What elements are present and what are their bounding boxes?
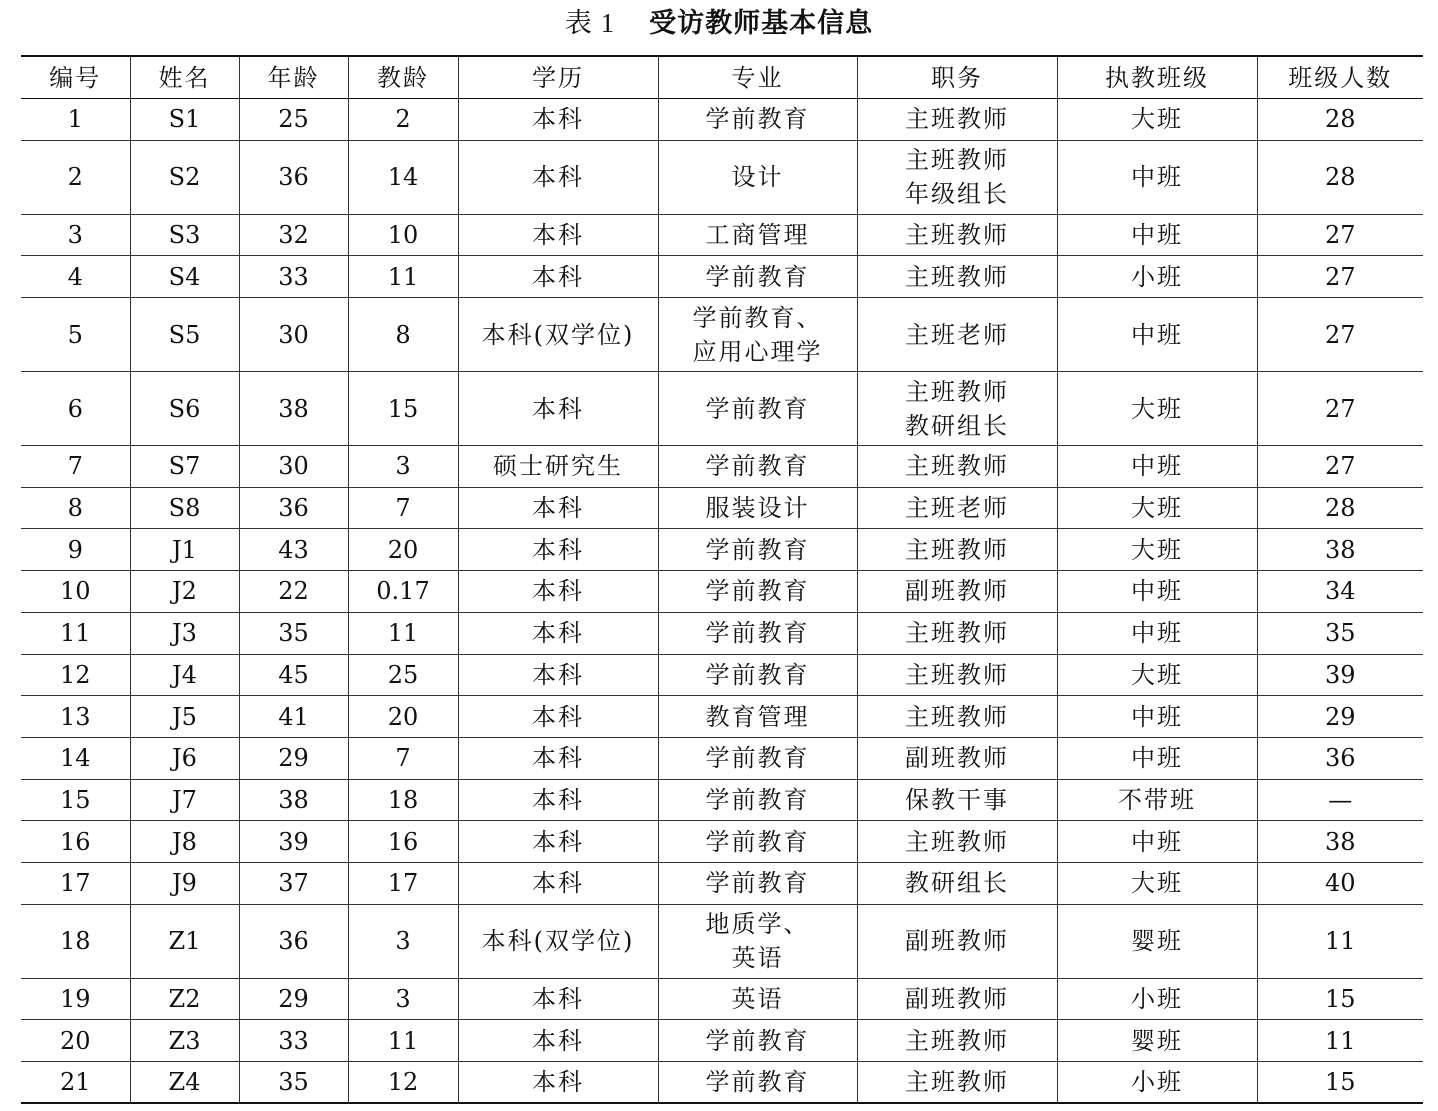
cell-name: J7	[130, 779, 239, 821]
table-row	[21, 612, 1423, 654]
cell-age: 22	[239, 571, 348, 613]
table-row	[21, 862, 1423, 904]
cell-class: 小班	[1057, 256, 1257, 298]
cell-position-line: 副班教师	[905, 577, 1009, 606]
cell-class-size: 27	[1257, 298, 1423, 372]
cell-name: J2	[130, 571, 239, 613]
cell-major	[658, 256, 857, 298]
cell-position-line: 主班教师	[905, 452, 1009, 481]
cell-no: 17	[21, 862, 130, 904]
cell-education: 本科	[458, 214, 658, 256]
cell-class-size: 38	[1257, 529, 1423, 571]
cell-class: 婴班	[1057, 1020, 1257, 1062]
cell-major	[658, 214, 857, 256]
cell-name: Z4	[130, 1062, 239, 1104]
cell-position	[857, 256, 1057, 298]
cell-name: Z3	[130, 1020, 239, 1062]
cell-position-line: 主班老师	[905, 320, 1009, 349]
cell-position-line: 主班教师	[905, 146, 1009, 175]
cell-class: 中班	[1057, 298, 1257, 372]
table-row	[21, 654, 1423, 696]
cell-class: 大班	[1057, 487, 1257, 529]
cell-major-line: 学前教育	[705, 660, 810, 689]
cell-years: 3	[348, 978, 458, 1020]
cell-major	[658, 821, 857, 863]
cell-no: 12	[21, 654, 130, 696]
table-row	[21, 1020, 1423, 1062]
cell-years: 25	[348, 654, 458, 696]
column-header-position: 职务	[857, 56, 1057, 99]
cell-position-line: 保教干事	[905, 785, 1009, 814]
cell-position-line: 主班教师	[905, 1026, 1009, 1055]
table-row	[21, 529, 1423, 571]
cell-age: 35	[239, 612, 348, 654]
cell-age: 36	[239, 904, 348, 978]
column-header-class: 执教班级	[1057, 56, 1257, 99]
cell-class-size: 36	[1257, 737, 1423, 779]
cell-age: 33	[239, 256, 348, 298]
cell-position-line: 副班教师	[905, 744, 1009, 773]
cell-major	[658, 571, 857, 613]
cell-major	[658, 612, 857, 654]
cell-class-size: —	[1257, 779, 1423, 821]
cell-name: S7	[130, 446, 239, 488]
cell-class: 中班	[1057, 696, 1257, 738]
cell-major	[658, 737, 857, 779]
cell-class: 不带班	[1057, 779, 1257, 821]
cell-class: 中班	[1057, 571, 1257, 613]
cell-name: S2	[130, 140, 239, 214]
column-header-major: 专业	[658, 56, 857, 99]
cell-major-line: 学前教育	[705, 827, 810, 856]
cell-class-size: 29	[1257, 696, 1423, 738]
cell-major	[658, 654, 857, 696]
table-row	[21, 487, 1423, 529]
cell-position	[857, 654, 1057, 696]
column-header-name: 姓名	[130, 56, 239, 99]
table-row	[21, 372, 1423, 446]
cell-name: J3	[130, 612, 239, 654]
cell-position	[857, 571, 1057, 613]
cell-position-line: 主班教师	[905, 702, 1009, 731]
cell-no: 6	[21, 372, 130, 446]
cell-major-line: 学前教育	[705, 262, 810, 291]
cell-major	[658, 487, 857, 529]
cell-class-size: 27	[1257, 256, 1423, 298]
cell-position	[857, 779, 1057, 821]
cell-years: 20	[348, 696, 458, 738]
cell-position	[857, 99, 1057, 141]
cell-class-size: 11	[1257, 904, 1423, 978]
cell-class-size: 39	[1257, 654, 1423, 696]
cell-class-size: 11	[1257, 1020, 1423, 1062]
cell-position-line: 年级组长	[905, 180, 1009, 209]
cell-class: 中班	[1057, 214, 1257, 256]
cell-class-size: 27	[1257, 446, 1423, 488]
cell-age: 33	[239, 1020, 348, 1062]
cell-major	[658, 99, 857, 141]
table-caption	[0, 0, 1438, 48]
cell-education: 本科	[458, 99, 658, 141]
table-row	[21, 99, 1423, 141]
cell-name: J5	[130, 696, 239, 738]
cell-major	[658, 298, 857, 372]
cell-years: 11	[348, 256, 458, 298]
cell-major-line: 学前教育	[705, 1068, 810, 1097]
cell-major-line: 学前教育	[705, 394, 810, 423]
cell-years: 15	[348, 372, 458, 446]
cell-position	[857, 904, 1057, 978]
table-number: 表 1	[564, 8, 616, 38]
cell-class: 中班	[1057, 821, 1257, 863]
cell-years: 14	[348, 140, 458, 214]
cell-name: S6	[130, 372, 239, 446]
cell-position-line: 主班教师	[905, 221, 1009, 250]
cell-years: 12	[348, 1062, 458, 1104]
cell-no: 20	[21, 1020, 130, 1062]
cell-age: 29	[239, 737, 348, 779]
cell-position	[857, 821, 1057, 863]
cell-major-line: 学前教育	[705, 869, 810, 898]
cell-no: 2	[21, 140, 130, 214]
cell-class: 中班	[1057, 737, 1257, 779]
cell-education: 本科	[458, 821, 658, 863]
cell-class: 小班	[1057, 978, 1257, 1020]
cell-major	[658, 904, 857, 978]
cell-education: 本科	[458, 737, 658, 779]
cell-years: 2	[348, 99, 458, 141]
cell-age: 38	[239, 372, 348, 446]
cell-age: 35	[239, 1062, 348, 1104]
column-header-age: 年龄	[239, 56, 348, 99]
cell-years: 17	[348, 862, 458, 904]
cell-age: 39	[239, 821, 348, 863]
cell-class-size: 28	[1257, 487, 1423, 529]
cell-major-line: 学前教育	[705, 785, 810, 814]
cell-major-line: 教育管理	[705, 702, 810, 731]
column-header-class-size: 班级人数	[1257, 56, 1423, 99]
cell-age: 38	[239, 779, 348, 821]
cell-major-line: 学前教育	[705, 105, 810, 134]
table-row	[21, 978, 1423, 1020]
cell-no: 19	[21, 978, 130, 1020]
cell-education: 本科	[458, 529, 658, 571]
table-row	[21, 256, 1423, 298]
cell-position	[857, 696, 1057, 738]
cell-major-line: 工商管理	[705, 221, 810, 250]
cell-position	[857, 978, 1057, 1020]
cell-major	[658, 1062, 857, 1104]
cell-age: 36	[239, 140, 348, 214]
cell-position	[857, 446, 1057, 488]
cell-education: 本科	[458, 978, 658, 1020]
cell-years: 18	[348, 779, 458, 821]
cell-class: 大班	[1057, 529, 1257, 571]
cell-position-line: 主班教师	[905, 827, 1009, 856]
cell-major-line: 学前教育	[705, 577, 810, 606]
cell-class-size: 28	[1257, 140, 1423, 214]
cell-major-line: 英语	[731, 984, 784, 1013]
cell-class: 大班	[1057, 372, 1257, 446]
cell-major-line: 服装设计	[705, 494, 810, 523]
cell-no: 8	[21, 487, 130, 529]
table-row	[21, 737, 1423, 779]
cell-major-line: 设计	[731, 163, 784, 192]
table-row	[21, 696, 1423, 738]
teacher-info-table	[21, 55, 1423, 1104]
cell-age: 43	[239, 529, 348, 571]
cell-name: J6	[130, 737, 239, 779]
cell-class: 大班	[1057, 654, 1257, 696]
cell-education: 本科	[458, 487, 658, 529]
cell-years: 11	[348, 612, 458, 654]
cell-years: 7	[348, 737, 458, 779]
cell-no: 7	[21, 446, 130, 488]
cell-no: 14	[21, 737, 130, 779]
cell-years: 20	[348, 529, 458, 571]
cell-age: 32	[239, 214, 348, 256]
cell-name: Z2	[130, 978, 239, 1020]
cell-years: 8	[348, 298, 458, 372]
cell-major-line: 应用心理学	[692, 337, 823, 366]
cell-education: 本科	[458, 654, 658, 696]
cell-no: 10	[21, 571, 130, 613]
cell-age: 29	[239, 978, 348, 1020]
cell-class: 中班	[1057, 612, 1257, 654]
cell-no: 4	[21, 256, 130, 298]
cell-no: 11	[21, 612, 130, 654]
cell-position-line: 主班教师	[905, 262, 1009, 291]
cell-class-size: 15	[1257, 1062, 1423, 1104]
table-row	[21, 446, 1423, 488]
cell-name: S4	[130, 256, 239, 298]
cell-major	[658, 140, 857, 214]
cell-class: 大班	[1057, 99, 1257, 141]
cell-class: 婴班	[1057, 904, 1257, 978]
column-header-years: 教龄	[348, 56, 458, 99]
cell-education: 硕士研究生	[458, 446, 658, 488]
cell-years: 3	[348, 904, 458, 978]
cell-no: 1	[21, 99, 130, 141]
cell-position-line: 主班教师	[905, 1068, 1009, 1097]
cell-position-line: 副班教师	[905, 984, 1009, 1013]
cell-position	[857, 1062, 1057, 1104]
cell-name: J1	[130, 529, 239, 571]
cell-class-size: 35	[1257, 612, 1423, 654]
cell-years: 7	[348, 487, 458, 529]
cell-no: 5	[21, 298, 130, 372]
cell-age: 25	[239, 99, 348, 141]
cell-position-line: 副班教师	[905, 927, 1009, 956]
cell-position-line: 主班教师	[905, 660, 1009, 689]
cell-position-line: 主班教师	[905, 105, 1009, 134]
cell-years: 16	[348, 821, 458, 863]
cell-class-size: 38	[1257, 821, 1423, 863]
cell-major	[658, 862, 857, 904]
cell-position-line: 教研组长	[905, 411, 1009, 440]
cell-no: 3	[21, 214, 130, 256]
cell-class-size: 27	[1257, 372, 1423, 446]
cell-position	[857, 298, 1057, 372]
cell-education: 本科	[458, 140, 658, 214]
table-row	[21, 214, 1423, 256]
cell-major	[658, 696, 857, 738]
cell-name: S1	[130, 99, 239, 141]
cell-position-line: 主班教师	[905, 535, 1009, 564]
cell-age: 41	[239, 696, 348, 738]
cell-major	[658, 779, 857, 821]
cell-education: 本科	[458, 256, 658, 298]
cell-major-line: 学前教育	[705, 619, 810, 648]
table-title: 受访教师基本信息	[649, 8, 874, 39]
cell-major-line: 学前教育	[705, 535, 810, 564]
cell-education: 本科	[458, 1020, 658, 1062]
table-body	[21, 99, 1423, 1104]
cell-class: 中班	[1057, 446, 1257, 488]
table-row	[21, 1062, 1423, 1104]
table-row	[21, 779, 1423, 821]
cell-position	[857, 140, 1057, 214]
cell-position	[857, 487, 1057, 529]
cell-no: 9	[21, 529, 130, 571]
cell-age: 30	[239, 446, 348, 488]
cell-position-line: 主班教师	[905, 377, 1009, 406]
table-row	[21, 821, 1423, 863]
cell-class: 大班	[1057, 862, 1257, 904]
cell-age: 30	[239, 298, 348, 372]
cell-major	[658, 529, 857, 571]
cell-no: 18	[21, 904, 130, 978]
cell-class: 中班	[1057, 140, 1257, 214]
cell-position	[857, 862, 1057, 904]
cell-years: 3	[348, 446, 458, 488]
cell-education: 本科	[458, 372, 658, 446]
cell-class-size: 34	[1257, 571, 1423, 613]
cell-years: 11	[348, 1020, 458, 1062]
cell-class-size: 40	[1257, 862, 1423, 904]
column-header-education: 学历	[458, 56, 658, 99]
cell-no: 13	[21, 696, 130, 738]
cell-age: 37	[239, 862, 348, 904]
cell-position-line: 主班教师	[905, 619, 1009, 648]
cell-position	[857, 372, 1057, 446]
cell-major	[658, 372, 857, 446]
cell-position	[857, 1020, 1057, 1062]
cell-name: J8	[130, 821, 239, 863]
cell-years: 10	[348, 214, 458, 256]
cell-name: J9	[130, 862, 239, 904]
cell-no: 16	[21, 821, 130, 863]
cell-no: 21	[21, 1062, 130, 1104]
cell-major-line: 学前教育	[705, 452, 810, 481]
cell-class-size: 15	[1257, 978, 1423, 1020]
table-row	[21, 298, 1423, 372]
cell-education: 本科	[458, 1062, 658, 1104]
cell-education: 本科(双学位)	[458, 904, 658, 978]
cell-name: Z1	[130, 904, 239, 978]
cell-name: J4	[130, 654, 239, 696]
cell-position	[857, 529, 1057, 571]
cell-education: 本科	[458, 779, 658, 821]
cell-position-line: 主班老师	[905, 494, 1009, 523]
cell-major-line: 地质学、	[705, 910, 810, 939]
cell-major-line: 学前教育	[705, 744, 810, 773]
table-row	[21, 904, 1423, 978]
cell-name: S3	[130, 214, 239, 256]
cell-education: 本科	[458, 571, 658, 613]
cell-age: 36	[239, 487, 348, 529]
column-header-no: 编号	[21, 56, 130, 99]
cell-position	[857, 214, 1057, 256]
cell-education: 本科(双学位)	[458, 298, 658, 372]
cell-no: 15	[21, 779, 130, 821]
cell-class-size: 27	[1257, 214, 1423, 256]
cell-age: 45	[239, 654, 348, 696]
cell-major-line: 学前教育	[705, 1026, 810, 1055]
cell-education: 本科	[458, 862, 658, 904]
cell-class-size: 28	[1257, 99, 1423, 141]
cell-class: 小班	[1057, 1062, 1257, 1104]
header-row	[21, 56, 1423, 99]
table-row	[21, 571, 1423, 613]
cell-name: S5	[130, 298, 239, 372]
cell-name: S8	[130, 487, 239, 529]
cell-education: 本科	[458, 696, 658, 738]
cell-major	[658, 978, 857, 1020]
cell-major-line: 英语	[731, 944, 784, 973]
cell-position	[857, 737, 1057, 779]
cell-major	[658, 446, 857, 488]
cell-position-line: 教研组长	[905, 869, 1009, 898]
cell-major-line: 学前教育、	[692, 303, 823, 332]
cell-education: 本科	[458, 612, 658, 654]
cell-position	[857, 612, 1057, 654]
table-row	[21, 140, 1423, 214]
cell-years: 0.17	[348, 571, 458, 613]
cell-major	[658, 1020, 857, 1062]
